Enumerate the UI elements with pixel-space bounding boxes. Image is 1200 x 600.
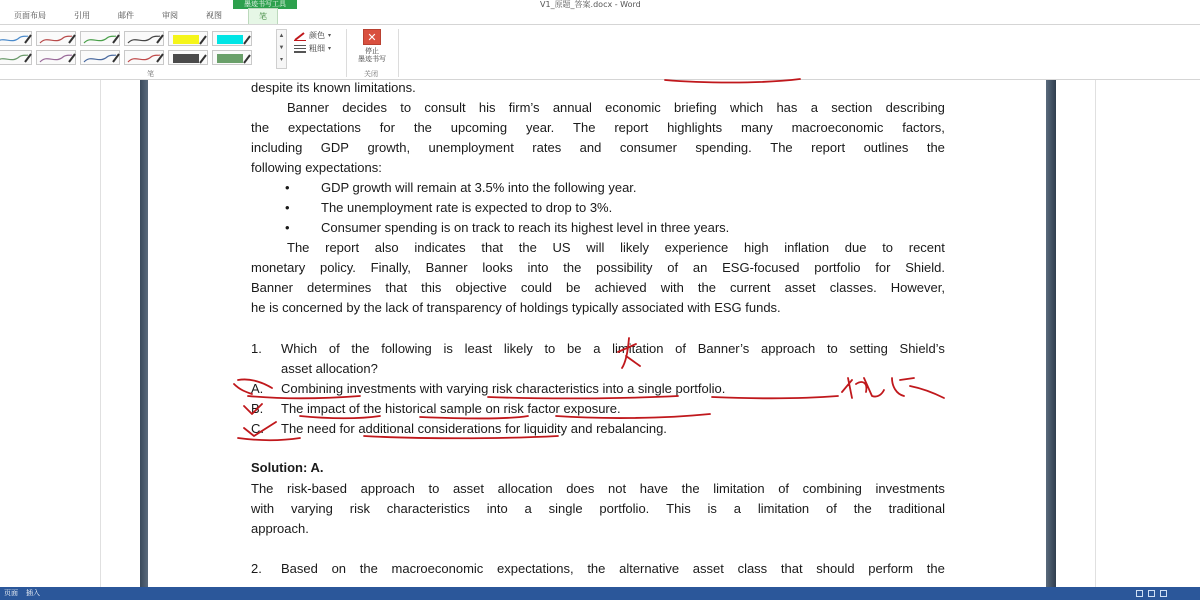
word: unemployment [428, 140, 514, 155]
option-letter: C. [251, 421, 264, 436]
word: a [524, 501, 532, 516]
word: likely [620, 240, 649, 255]
word: with [251, 501, 275, 516]
ribbon-tabs [0, 8, 278, 24]
pen-color-label: 颜色 [309, 31, 325, 40]
word: for [379, 120, 395, 135]
word: the [563, 260, 582, 275]
word: GDP [320, 140, 349, 155]
word: combining [802, 481, 862, 496]
solution-line [251, 499, 945, 519]
word: monetary [251, 260, 306, 275]
word: portfolio. [599, 501, 650, 516]
word: to [544, 341, 556, 356]
window-title: V1_原题_答案.docx - Word [540, 0, 641, 9]
word: Which [281, 341, 318, 356]
word: should [816, 561, 855, 576]
word: factors, [902, 120, 945, 135]
tab-references[interactable]: 引用 [74, 11, 90, 20]
word: possibility [596, 260, 653, 275]
status-insert-mode[interactable]: 插入 [26, 589, 40, 597]
stop-inking-button[interactable] [352, 29, 392, 69]
ribbon [0, 24, 1200, 80]
word: consumer [619, 140, 677, 155]
close-group-label: 关闭 [364, 70, 378, 78]
word: the [926, 561, 945, 576]
word: achieved [594, 280, 647, 295]
tab-view[interactable]: 视图 [206, 11, 222, 20]
page-edge-left [100, 80, 101, 587]
word: is [443, 341, 453, 356]
pen-style-swatch[interactable] [168, 31, 208, 46]
word: section [831, 100, 873, 115]
word: approach [360, 481, 415, 496]
word: this [421, 280, 442, 295]
word: have [639, 481, 668, 496]
title-bar [0, 0, 1200, 24]
chevron-down-icon: ▾ [328, 32, 332, 39]
pen-style-swatch[interactable] [168, 50, 208, 65]
paragraph-line [251, 118, 945, 138]
paragraph-line: he is concerned by the lack of transparency of holdings typically associated with ESG funds. [251, 300, 781, 315]
word: upcoming [450, 120, 508, 135]
view-controls [1136, 590, 1196, 597]
close-icon: ✕ [363, 29, 381, 45]
group-divider [346, 29, 347, 77]
word: recent [908, 240, 945, 255]
word: outlines [863, 140, 909, 155]
word: the [413, 120, 432, 135]
question-1-cont [251, 359, 945, 379]
word: classes. [829, 280, 877, 295]
word: varying [290, 501, 333, 516]
word: expectations [287, 120, 361, 135]
word: could [520, 280, 552, 295]
word: US [552, 240, 571, 255]
question-2 [251, 559, 945, 579]
word: and [579, 140, 602, 155]
word: that [385, 280, 408, 295]
word: alternative [619, 561, 680, 576]
word: annual [552, 100, 592, 115]
word: Banner [251, 280, 293, 295]
word: into [486, 501, 508, 516]
word: of [778, 481, 790, 496]
word: decides [342, 100, 387, 115]
word: consult [424, 100, 466, 115]
gallery-scroll[interactable]: ▲ ▼ ▾ [276, 29, 287, 69]
question-number: 2. [251, 561, 262, 576]
word: the [587, 561, 606, 576]
stop-inking-label-line: 墨迹书写 [358, 55, 386, 63]
status-bar [0, 587, 1200, 600]
read-mode-icon[interactable] [1136, 590, 1143, 597]
word: indicates [414, 240, 466, 255]
pen-style-swatch[interactable] [124, 50, 164, 65]
word: due [844, 240, 867, 255]
ink-tools-context-label: 墨迹书写工具 [233, 0, 297, 9]
word: report [325, 240, 360, 255]
word: of [328, 341, 340, 356]
word: on [331, 561, 347, 576]
word: a [810, 100, 818, 115]
word: experience [664, 240, 729, 255]
word: risk [349, 501, 370, 516]
word: the [518, 240, 537, 255]
solution-line [251, 479, 945, 499]
pen-style-swatch[interactable] [0, 50, 32, 65]
word: The [573, 120, 596, 135]
word: likely [503, 341, 533, 356]
question-1 [251, 339, 945, 359]
word: single [548, 501, 583, 516]
print-layout-icon[interactable] [1148, 590, 1155, 597]
page-border-right [1046, 80, 1056, 587]
word: year. [526, 120, 555, 135]
word: inflation [784, 240, 830, 255]
word: asset [692, 561, 724, 576]
question-text: asset allocation? [281, 361, 378, 376]
word: briefing [674, 100, 717, 115]
word: many [740, 120, 773, 135]
word: spending. [695, 140, 752, 155]
word: to [882, 240, 894, 255]
stop-inking-label-line: 停止 [365, 47, 379, 55]
option-letter: B. [251, 401, 264, 416]
option-letter: A. [251, 381, 264, 396]
word: will [586, 240, 605, 255]
word: following [381, 341, 432, 356]
word: ESG-focused [722, 260, 800, 275]
word: the [251, 120, 270, 135]
word: a [733, 501, 742, 516]
word: the [697, 280, 716, 295]
paragraph-line [251, 238, 945, 258]
word: that [481, 240, 504, 255]
tab-pens[interactable]: 笔 [248, 8, 278, 25]
pen-color-button[interactable] [294, 30, 331, 41]
paragraph-line [251, 278, 945, 298]
word: investments [875, 481, 945, 496]
question-text [281, 339, 945, 359]
word: Based [281, 561, 318, 576]
pens-group-label: 笔 [147, 70, 154, 78]
page-border-left [140, 80, 148, 587]
word: report [811, 140, 846, 155]
pen-style-swatch[interactable] [124, 31, 164, 46]
word: the [853, 501, 872, 516]
word: expectations, [497, 561, 574, 576]
word: setting [849, 341, 888, 356]
word: firm’s [508, 100, 540, 115]
word: the [359, 561, 378, 576]
pen-color-icon [294, 32, 306, 40]
word: is [707, 501, 717, 516]
pen-style-swatch[interactable] [0, 31, 32, 46]
bullet-icon: • [285, 200, 290, 215]
tab-review[interactable]: 审阅 [162, 11, 178, 20]
option-a [251, 379, 945, 399]
word: to [826, 341, 838, 356]
word: of [667, 260, 679, 275]
word: his [478, 100, 496, 115]
word: the [926, 140, 945, 155]
pen-thickness-label: 粗细 [309, 44, 325, 53]
word: that [780, 561, 803, 576]
word: not [608, 481, 627, 496]
word: class [737, 561, 768, 576]
word: into [527, 260, 549, 275]
status-page[interactable]: 页面 [4, 589, 18, 597]
word: a [593, 341, 601, 356]
word: limitation [757, 501, 810, 516]
chevron-down-icon: ▾ [328, 45, 332, 52]
word: objective [455, 280, 507, 295]
word: looks [482, 260, 513, 275]
tab-mailings[interactable]: 邮件 [118, 11, 134, 20]
paragraph-line [251, 138, 945, 158]
word: an [692, 260, 708, 275]
word: also [374, 240, 399, 255]
word: Banner’s [697, 341, 750, 356]
stop-inking-label [352, 47, 392, 63]
word: risk-based [287, 481, 347, 496]
tab-page-layout[interactable]: 页面布局 [14, 11, 46, 20]
word: Finally, [370, 260, 411, 275]
question-number: 1. [251, 341, 262, 356]
word: report [614, 120, 649, 135]
word: does [566, 481, 595, 496]
word: of [675, 341, 686, 356]
word: macroeconomic [791, 120, 884, 135]
word: of [826, 501, 837, 516]
paragraph-line: following expectations: [251, 160, 382, 175]
word: asset [784, 280, 816, 295]
word: limitation [713, 481, 765, 496]
word: be [567, 341, 582, 356]
word: rates [532, 140, 562, 155]
word: asset [452, 481, 485, 496]
word: current [730, 280, 771, 295]
option-text: The impact of the historical sample on risk factor exposure. [281, 401, 621, 416]
word: the [681, 481, 700, 496]
word: the [351, 341, 370, 356]
word: economic [605, 100, 661, 115]
group-divider [398, 29, 399, 77]
web-layout-icon[interactable] [1160, 590, 1167, 597]
word: including [251, 140, 303, 155]
word: The [287, 240, 310, 255]
option-b [251, 399, 945, 419]
word: which [729, 100, 764, 115]
pen-style-swatch[interactable] [36, 31, 76, 46]
pen-thickness-button[interactable] [294, 43, 331, 54]
word: The [251, 481, 274, 496]
list-item-text: GDP growth will remain at 3.5% into the following year. [321, 180, 637, 195]
list-item-text: Consumer spending is on track to reach its highest level in three years. [321, 220, 730, 235]
word: to [400, 100, 412, 115]
paragraph-line [251, 258, 945, 278]
pen-style-swatch[interactable] [212, 50, 252, 65]
word: has [776, 100, 798, 115]
word: The [770, 140, 793, 155]
word: approach [761, 341, 816, 356]
bullet-icon: • [285, 180, 290, 195]
word: growth, [367, 140, 411, 155]
word: portfolio [814, 260, 861, 275]
word: with [660, 280, 684, 295]
word: characteristics [386, 501, 470, 516]
word: to [428, 481, 440, 496]
word: describing [885, 100, 945, 115]
bullet-icon: • [285, 220, 290, 235]
word: be [566, 280, 581, 295]
pen-gallery [0, 29, 280, 69]
word: perform [868, 561, 914, 576]
thickness-icon [294, 45, 306, 53]
paragraph-line: despite its known limitations. [251, 80, 416, 95]
page-edge-right [1095, 80, 1096, 587]
question-text [281, 559, 945, 579]
solution-title: Solution: A. [251, 460, 324, 475]
pen-style-swatch[interactable] [80, 50, 120, 65]
word: However, [890, 280, 945, 295]
word: Banner [287, 100, 329, 115]
pen-style-swatch[interactable] [80, 31, 120, 46]
word: highlights [667, 120, 723, 135]
word: This [666, 501, 691, 516]
pen-style-swatch[interactable] [212, 31, 252, 46]
solution-line: approach. [251, 521, 309, 536]
word: Shield. [905, 260, 945, 275]
word: macroeconomic [391, 561, 484, 576]
word: policy. [319, 260, 356, 275]
word: Banner [425, 260, 468, 275]
word: Shield’s [899, 341, 945, 356]
word: least [464, 341, 493, 356]
pen-style-swatch[interactable] [36, 50, 76, 65]
list-item-text: The unemployment rate is expected to drop to 3%. [321, 200, 613, 215]
option-text: The need for additional considerations for liquidity and rebalancing. [281, 421, 667, 436]
word: limitation [612, 341, 664, 356]
word: allocation [497, 481, 553, 496]
option-text: Combining investments with varying risk characteristics into a single portfolio. [281, 381, 726, 396]
word: high [743, 240, 769, 255]
paragraph-line [251, 98, 945, 118]
word: for [875, 260, 891, 275]
word: determines [307, 280, 372, 295]
word: traditional [888, 501, 945, 516]
option-c [251, 419, 945, 439]
